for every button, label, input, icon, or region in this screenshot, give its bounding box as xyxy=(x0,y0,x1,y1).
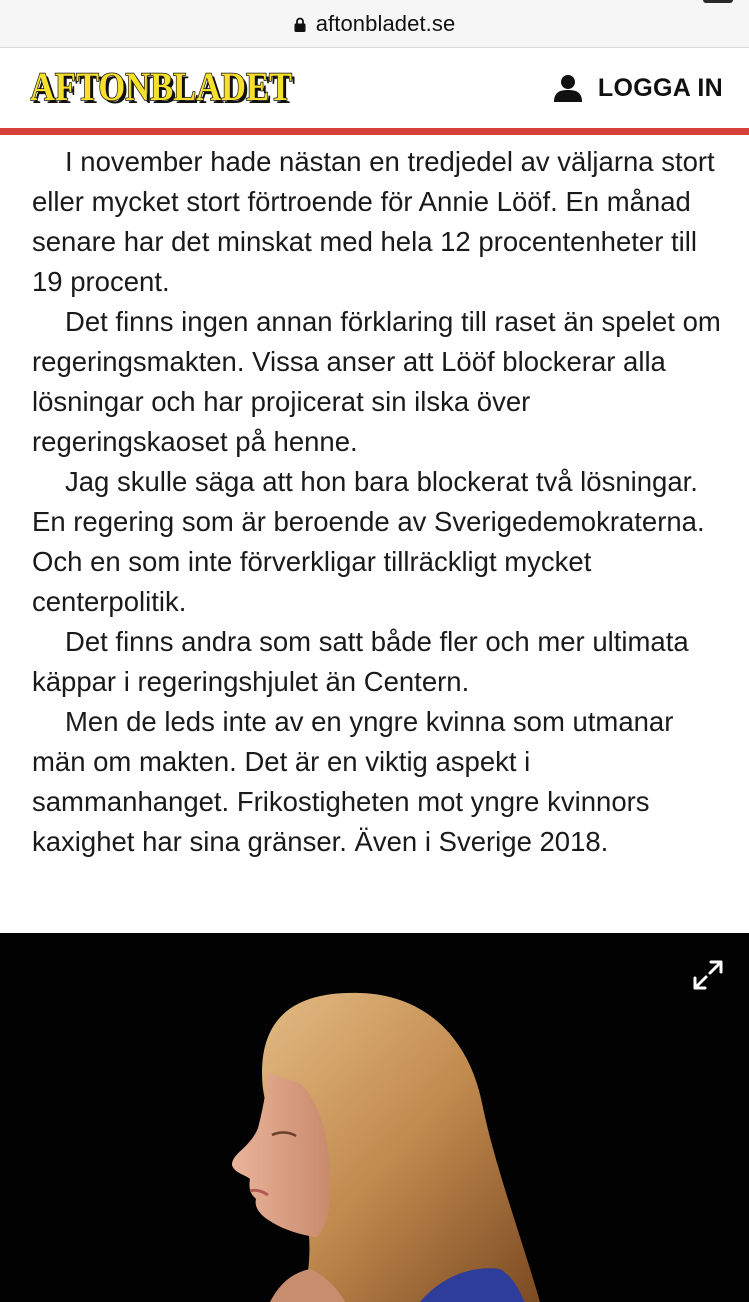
article-paragraph: Men de leds inte av en yngre kvinna som utmanar män om makten. Det är en viktig aspekt i sammanhanget. Frikostigheten mot yngre kvinnors kaxighet har sina gränser. Även i Sverige 2018. xyxy=(32,706,674,857)
svg-text:AFTONBLADET: AFTONBLADET xyxy=(30,64,293,109)
article-paragraph: I november hade nästan en tredjedel av väljarna stort eller mycket stort förtroende för Annie Lööf. En månad senare har det minskat med hela 12 procentenheter till 19 procent. xyxy=(32,146,715,297)
lock-icon xyxy=(294,17,306,32)
aftonbladet-logo[interactable] xyxy=(30,62,300,110)
article-paragraph: Det finns andra som satt både fler och mer ultimata käppar i regeringshjulet än Centern. xyxy=(32,626,689,697)
article-paragraph: Jag skulle säga att hon bara blockerat två lösningar. En regering som är beroende av Sverigedemokraterna. Och en som inte förverkligar tillräckligt mycket centerpolitik. xyxy=(32,466,705,617)
user-icon xyxy=(554,74,582,102)
article-body xyxy=(32,142,732,862)
login-button[interactable] xyxy=(554,70,723,106)
site-header xyxy=(0,48,749,128)
portrait-photo xyxy=(0,933,749,1302)
browser-address-bar[interactable] xyxy=(0,0,749,48)
url-text: aftonbladet.se xyxy=(315,10,456,36)
header-divider xyxy=(0,128,749,135)
article-paragraph: Det finns ingen annan förklaring till raset än spelet om regeringsmakten. Vissa anser att Lööf blockerar alla lösningar och har projicerat sin ilska över regeringskaoset på henne. xyxy=(32,306,721,457)
svg-text:AFTONBLADET: AFTONBLADET xyxy=(33,67,296,110)
login-label: LOGGA IN xyxy=(597,73,723,102)
browser-tab-handle xyxy=(703,0,733,3)
expand-icon[interactable] xyxy=(691,958,725,992)
article-image[interactable] xyxy=(0,933,749,1302)
